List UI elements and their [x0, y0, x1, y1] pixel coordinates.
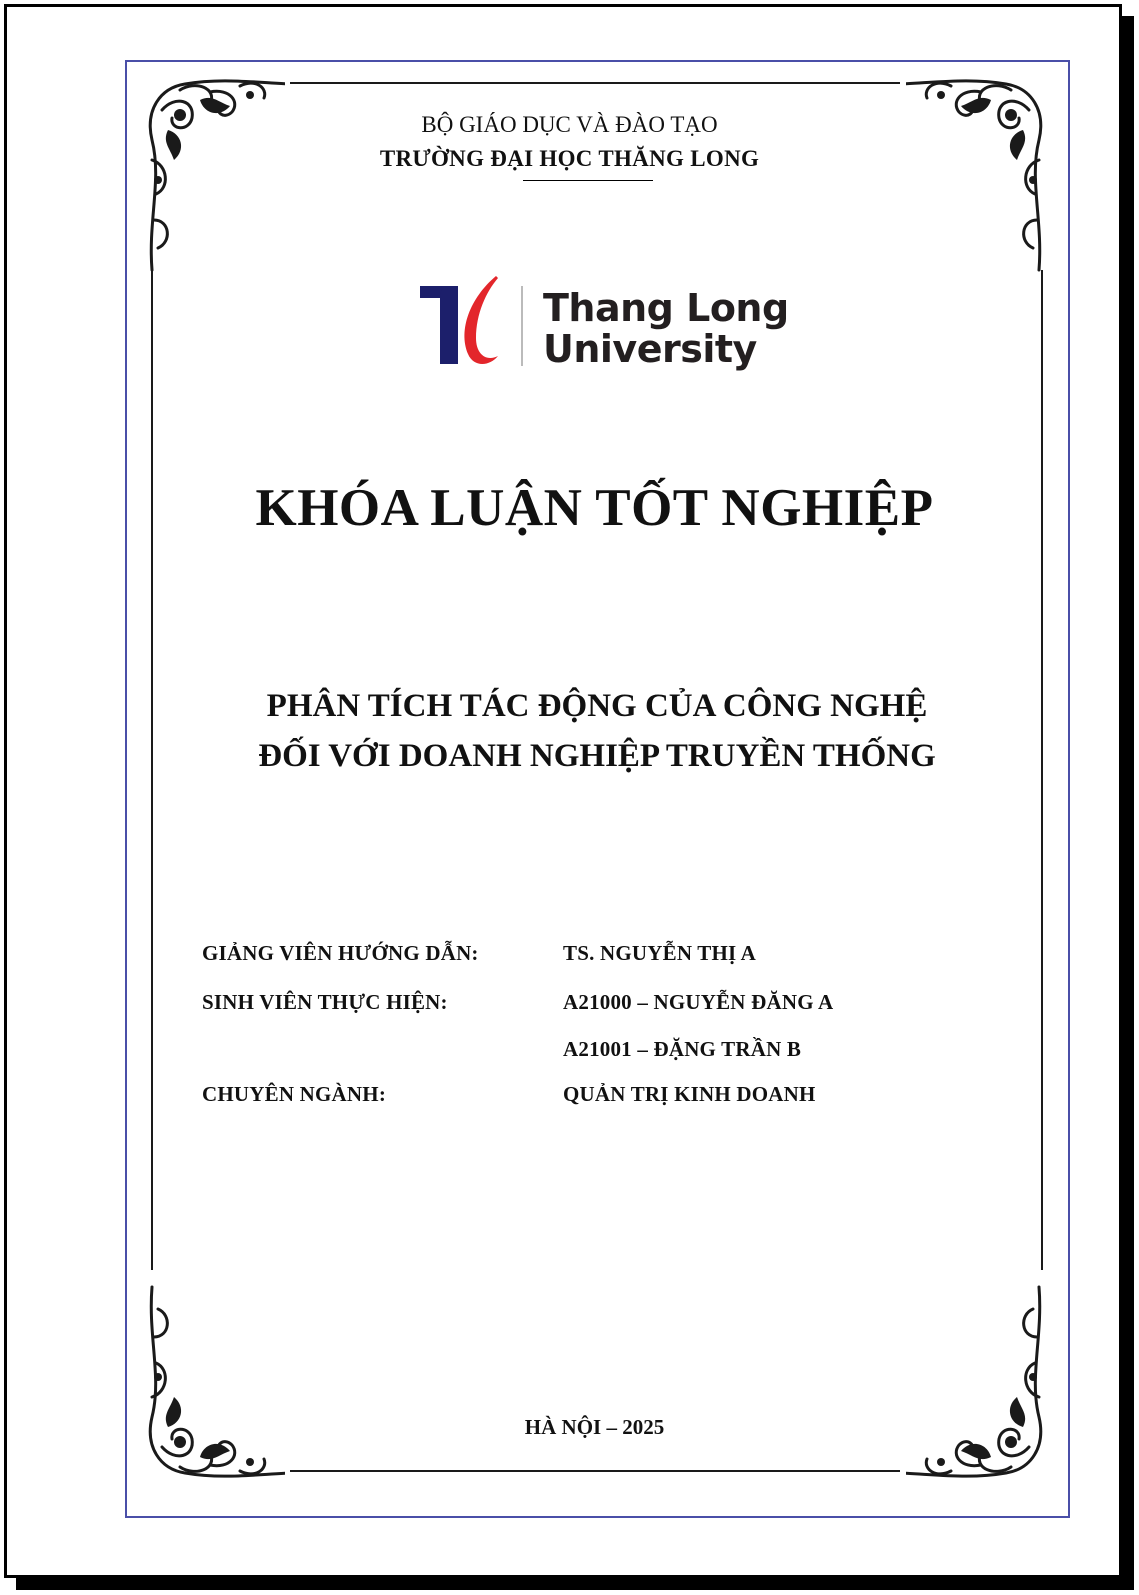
border-line-top: [290, 82, 900, 84]
student-1: A21000 – NGUYỄN ĐĂNG A: [563, 990, 834, 1014]
supervisor-label: GIẢNG VIÊN HƯỚNG DẪN:: [202, 941, 479, 965]
logo-text-line2: University: [543, 327, 757, 371]
ornament-corner-bottom-right-icon: [906, 1272, 1051, 1487]
page-shadow-bottom: [16, 1578, 1134, 1590]
supervisor-value: TS. NGUYỄN THỊ A: [563, 941, 757, 965]
ministry-name: BỘ GIÁO DỤC VÀ ĐÀO TẠO: [421, 112, 718, 137]
university-underline: [523, 180, 653, 181]
student-2: A21001 – ĐẶNG TRẦN B: [563, 1037, 802, 1061]
page-shadow-right: [1122, 16, 1134, 1588]
place-and-year: HÀ NỘI – 2025: [524, 1415, 665, 1439]
major-value: QUẢN TRỊ KINH DOANH: [563, 1082, 816, 1106]
document-title: KHÓA LUẬN TỐT NGHIỆP: [255, 479, 934, 537]
thesis-topic-line2: ĐỐI VỚI DOANH NGHIỆP TRUYỀN THỐNG: [258, 738, 936, 774]
major-label: CHUYÊN NGÀNH:: [202, 1082, 387, 1106]
students-label: SINH VIÊN THỰC HIỆN:: [202, 990, 448, 1014]
ornament-corner-top-right-icon: [906, 70, 1051, 285]
ornament-corner-bottom-left-icon: [140, 1272, 285, 1487]
ornament-corner-top-left-icon: [140, 70, 285, 285]
border-line-bottom: [290, 1470, 900, 1472]
university-name: TRƯỜNG ĐẠI HỌC THĂNG LONG: [379, 146, 760, 171]
thesis-topic-line1: PHÂN TÍCH TÁC ĐỘNG CỦA CÔNG NGHỆ: [266, 688, 928, 724]
logo-text-line1: Thang Long: [543, 286, 789, 330]
